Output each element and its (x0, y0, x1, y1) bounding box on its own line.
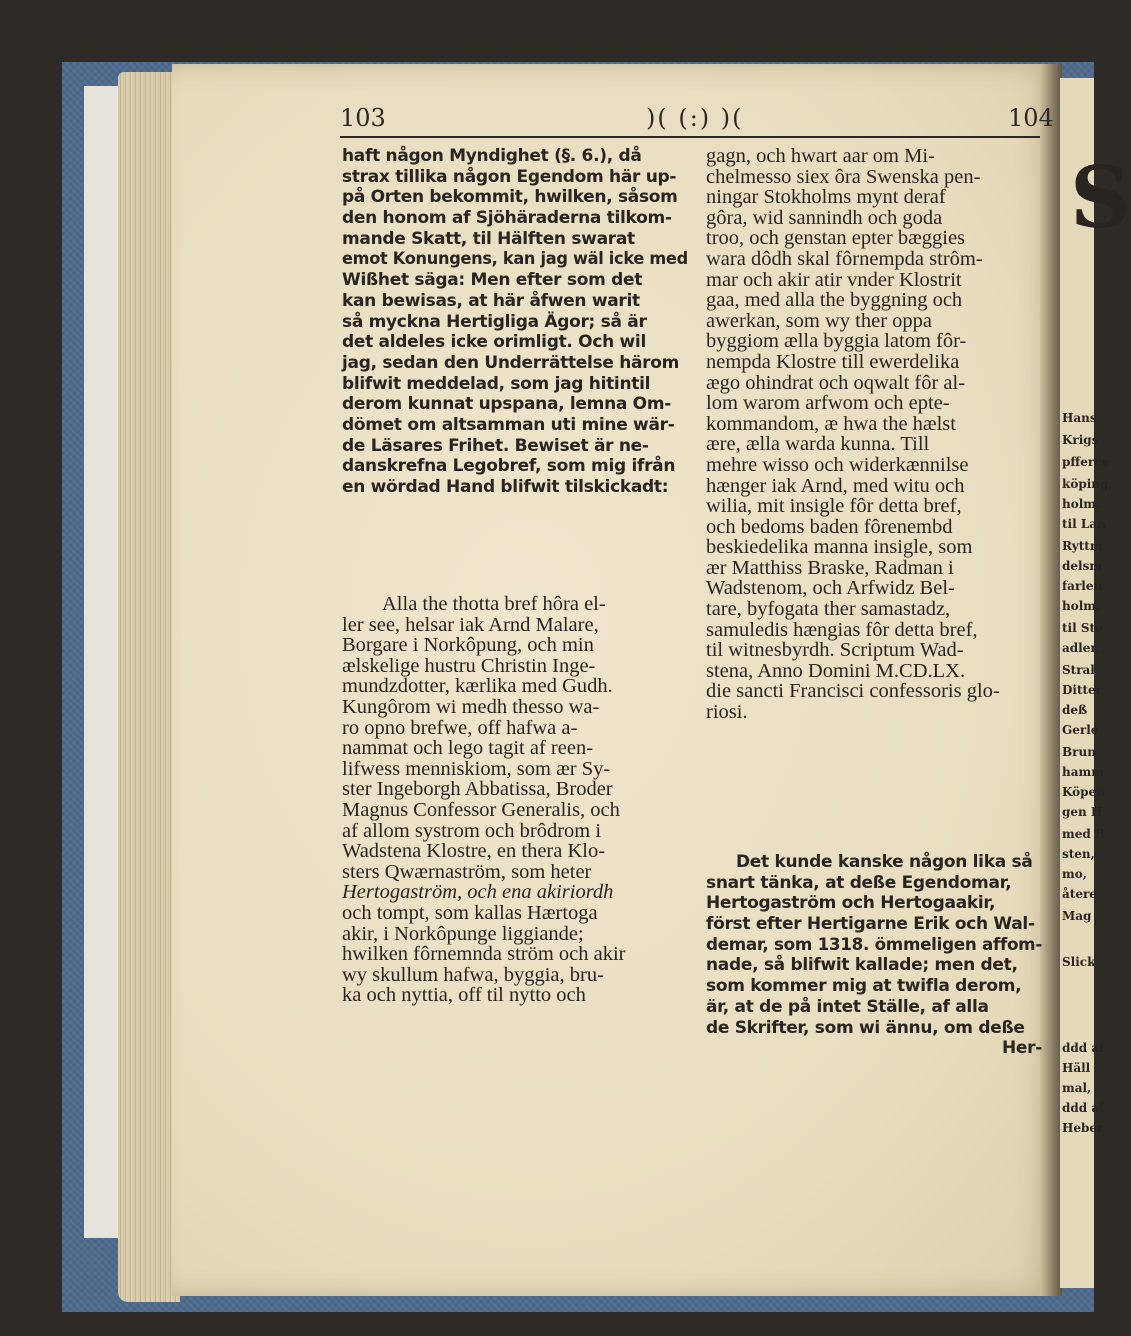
next-page-word: Köpen (1062, 785, 1105, 799)
page-edges (118, 72, 180, 1302)
next-page-word: ddd af (1062, 1041, 1105, 1055)
text-line: Wadstenom, och Arfwidz Bel- (706, 577, 955, 600)
next-page-word: Stral (1062, 663, 1095, 677)
text-line: ær Matthiss Braske, Radman i (706, 556, 954, 579)
text-line: och bedoms baden fôrenembd (706, 515, 953, 538)
text-line: Borgare i Norkôpung, och min (342, 634, 594, 657)
text-line: Wadstena Klostre, en thera Klo- (342, 840, 606, 863)
text-line: Wißhet säga: Men efter som det (342, 270, 643, 291)
text-line: ka och nyttia, off til nytto och (342, 984, 586, 1007)
text-line: gôra, wid sannindh och goda (706, 206, 943, 229)
text-line: lom warom arfwom och epte- (706, 392, 950, 415)
next-page-word: delsm (1062, 559, 1103, 573)
right-letter-paragraph (706, 146, 1042, 723)
text-line: troo, och genstan epter bæggies (706, 227, 966, 250)
text-line: nammat och lego tagit af reen- (342, 737, 594, 760)
text-line: mande Skatt, til Hälften swarat (342, 228, 635, 249)
text-line: kan bewisas, at här åfwen warit (342, 290, 640, 311)
text-line: är, at de på intet Ställe, af alla (706, 996, 989, 1017)
text-line: de Skrifter, som wi ännu, om deße (706, 1017, 1025, 1038)
text-line: byggiom ælla byggia latom fôr- (706, 330, 967, 353)
next-page-word: deß (1062, 703, 1088, 717)
text-line: Alla the thotta bref hôra el- (382, 593, 606, 615)
next-page-word: Ditter (1062, 683, 1103, 697)
text-line: först efter Hertigarne Erik och Wal- (706, 914, 1035, 935)
next-page-word: återe (1062, 887, 1097, 901)
text-line: af allom systrom och brôdrom i (342, 819, 602, 842)
next-page-fragment (1060, 78, 1131, 1288)
text-line: wara dôdh skal fôrnempda strôm- (706, 247, 983, 270)
next-page-word: Krigs (1062, 433, 1099, 447)
text-line: nempda Klostre till ewerdelika (706, 350, 960, 373)
text-line: awerkan, som wy ther oppa (706, 309, 933, 332)
text-line: emot Konungens, kan jag wäl icke med (342, 249, 688, 270)
text-line: snart tänka, at deße Egendomar, (706, 872, 1012, 893)
text-line: derom kunnat upspana, lemna Om- (342, 394, 671, 415)
text-line: ningar Stokholms mynt deraf (706, 186, 946, 209)
next-page-word: adler, (1062, 641, 1100, 655)
text-line: til witnesbyrdh. Scriptum Wad- (706, 639, 964, 662)
text-line: mehre wisso och widerkænnilse (706, 453, 969, 476)
text-line: samuledis hængias fôr detta bref, (706, 618, 978, 641)
text-line: beskiedelika manna insigle, som (706, 536, 973, 559)
next-page-word: Ryttm (1062, 539, 1103, 553)
text-line: Hertogaström och Hertogaakir, (706, 893, 996, 914)
text-line: wilia, mit insigle fôr detta bref, (706, 495, 962, 518)
page-header (340, 104, 1054, 144)
right-page-number: 104 (1008, 104, 1054, 132)
next-page-word: Gerle (1062, 723, 1099, 737)
text-line: ælskelige hustru Christin Inge- (342, 654, 596, 677)
text-line: Magnus Confessor Generalis, och (342, 798, 620, 821)
next-page-word: holm. (1062, 599, 1101, 613)
next-page-word: Heber (1062, 1121, 1104, 1135)
text-line: gaa, med alla the byggning och (706, 289, 963, 312)
text-line: på Orten bekommit, hwilken, såsom (342, 187, 678, 208)
next-page-word: mal, (1062, 1081, 1092, 1095)
text-line: strax tillika någon Egendom här up- (342, 166, 677, 187)
next-page-word: pfferce (1062, 455, 1110, 469)
text-line: akir, i Norkôpunge liggiande; (342, 922, 584, 945)
text-line: danskrefna Legobref, som mig ifrån (342, 456, 676, 477)
text-line: som kommer mig at twifla derom, (706, 976, 1022, 997)
next-page-word: sten, (1062, 847, 1095, 861)
next-page-word: Hans (1062, 411, 1097, 425)
next-page-word: Slick (1062, 955, 1096, 969)
next-page-word: Mag (1062, 909, 1092, 923)
text-line: Hertogaström, och ena akiriordh (342, 881, 614, 904)
next-page-word: farlen (1062, 579, 1103, 593)
text-line: Det kunde kanske någon lika så (736, 852, 1033, 872)
text-line: mundzdotter, kærlika med Gudh. (342, 675, 613, 698)
book-gutter (1040, 64, 1062, 1296)
text-line: en wördad Hand blifwit tilskickadt: (342, 477, 669, 497)
left-page-number: 103 (340, 104, 386, 132)
text-line: stena, Anno Domini M.CD.LX. (706, 659, 966, 682)
text-line: wy skullum hafwa, byggia, bru- (342, 963, 604, 986)
left-fraktur-paragraph (342, 146, 688, 498)
text-line: ler see, helsar iak Arnd Malare, (342, 613, 599, 636)
text-line: riosi. (706, 701, 748, 724)
next-page-initial: S (1070, 148, 1131, 247)
text-line: haft någon Myndighet (§. 6.), då (342, 146, 642, 166)
text-line: demar, som 1318. ömmeligen affom- (706, 934, 1042, 955)
next-page-word: holm. (1062, 497, 1101, 511)
catchword: Her- (1002, 1038, 1042, 1059)
text-line: de Läsares Frihet. Bewiset är ne- (342, 435, 649, 456)
endpaper (84, 86, 122, 1238)
text-line: ægo ohindrat och oqwalt fôr al- (706, 371, 966, 394)
next-page-word: til Lan (1062, 517, 1106, 531)
header-ornament: )( (:) )( (646, 104, 744, 132)
text-line: och tompt, som kallas Hærtoga (342, 901, 598, 924)
next-page-word: hamm (1062, 765, 1104, 779)
text-line: lifwess menniskiom, som ær Sy- (342, 757, 611, 780)
next-page-word: Brun (1062, 745, 1096, 759)
header-rule (340, 136, 1040, 138)
text-line: tare, byfogata ther samastadz, (706, 598, 951, 621)
text-line: die sancti Francisci confessoris glo- (706, 680, 1000, 703)
text-line: hænger iak Arnd, med witu och (706, 474, 965, 497)
text-line: mar och akir atir vnder Klostrit (706, 268, 962, 291)
next-page-word: köping, (1062, 477, 1113, 491)
left-letter-paragraph (342, 594, 688, 1006)
next-page-word: ddd af (1062, 1101, 1105, 1115)
text-line: det aldeles icke orimligt. Och wil (342, 332, 646, 353)
text-line: den honom af Sjöhäraderna tilkom- (342, 208, 672, 229)
text-line: kommandom, æ hwa the hælst (706, 412, 956, 435)
next-page-word: mo, (1062, 867, 1087, 881)
text-line: Kungôrom wi medh thesso wa- (342, 695, 600, 718)
text-line: gagn, och hwart aar om Mi- (706, 145, 935, 167)
text-line: blifwit meddelad, som jag hitintil (342, 373, 651, 394)
text-line: jag, sedan den Underrättelse härom (342, 352, 680, 373)
text-line: chelmesso siex ôra Swenska pen- (706, 165, 981, 188)
text-line: ster Ingeborgh Abbatissa, Broder (342, 778, 613, 801)
right-fraktur-paragraph (706, 852, 1042, 1059)
text-line: sters Qwærnaström, som heter (342, 860, 592, 883)
next-page-word: med B (1062, 827, 1106, 841)
next-page-word: til Sto (1062, 621, 1104, 635)
text-line: hwilken fôrnemnda ström och akir (342, 943, 626, 966)
text-line: nade, så blifwit kallade; men det, (706, 955, 1018, 976)
next-page-word: Häll (1062, 1061, 1091, 1075)
next-page-word: gen H (1062, 805, 1103, 819)
text-line: så myckna Hertigliga Ägor; så är (342, 311, 647, 332)
text-line: ære, ælla warda kunna. Till (706, 433, 930, 456)
text-line: dömet om altsamman uti mine wär- (342, 414, 675, 435)
text-line: ro opno brefwe, off hafwa a- (342, 716, 578, 739)
